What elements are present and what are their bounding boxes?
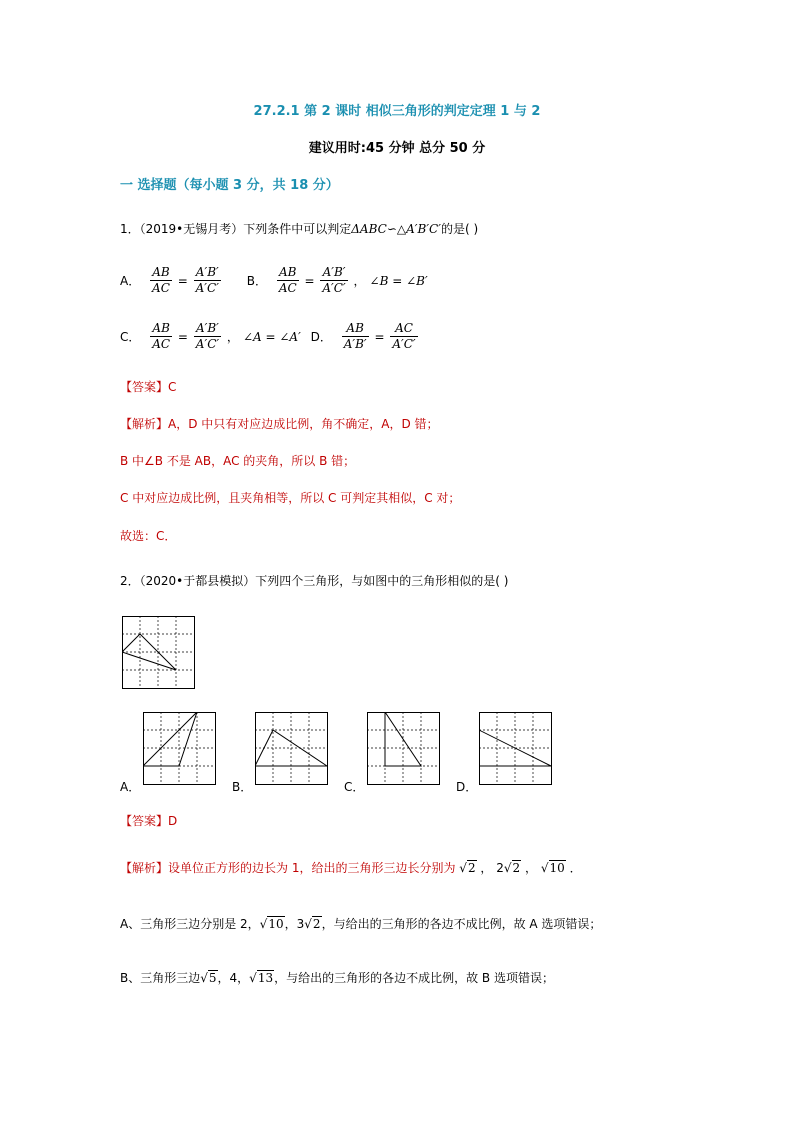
- q1-options-ab: A． $\frac{AB}{AC}$ = $\frac{A'B'}{A'C'}$ B． $\frac{AB}{AC}$ = $\frac{A'B'}{A'C'}$ ， ∠B = ∠B′: [120, 265, 428, 295]
- q1-option-d-label: D．: [310, 330, 332, 344]
- q1-stem-suffix: 的是( ): [440, 222, 479, 236]
- q1-option-a-label: A．: [120, 274, 141, 288]
- q1-option-a-frac2: $\frac{A'B'}{A'C'}$: [195, 265, 219, 295]
- sqrt-10: √10: [540, 861, 565, 875]
- page-subtitle: 建议用时:45 分钟 总分 50 分: [308, 141, 486, 156]
- q1-option-a-frac1: $\frac{AB}{AC}$: [152, 265, 170, 295]
- q1-option-b-label: B．: [246, 274, 267, 288]
- q1-explanation-4: 故选：C．: [120, 529, 177, 543]
- q2-option-c-label[interactable]: C．: [344, 780, 365, 794]
- sqrt-2-b: √2: [503, 861, 521, 875]
- q1-option-d-frac2: $\frac{AC}{A'C'}$: [392, 321, 416, 351]
- q2-reference-figure: [122, 616, 195, 689]
- q1-stem-math: ΔABC∽△A′B′C′: [351, 222, 441, 236]
- q1-option-b-angle: ∠B = ∠B′: [369, 273, 428, 288]
- q1-option-b-frac2: $\frac{A'B'}{A'C'}$: [322, 265, 346, 295]
- sqrt-2-a: √2: [459, 861, 476, 875]
- q1-option-c-angle: ∠A = ∠A′: [242, 329, 301, 344]
- q1-answer: 【答案】C: [120, 380, 177, 394]
- q2-option-d-figure[interactable]: [479, 712, 552, 785]
- q2-explanation-a: A、三角形三边分别是 2，√10，3√2，与给出的三角形的各边不成比例，故 A 选项错误；: [120, 917, 602, 931]
- q1-explanation-1: 【解析】A，D 中只有对应边成比例，角不确定，A，D 错；: [120, 417, 439, 431]
- q2-option-a-figure[interactable]: [143, 712, 216, 785]
- q2-option-b-label[interactable]: B．: [232, 780, 253, 794]
- q1-stem-prefix: 1．（2019•无锡月考）下列条件中可以判定: [120, 222, 352, 236]
- q2-answer: 【答案】D: [120, 814, 178, 828]
- q2-option-a-label[interactable]: A．: [120, 780, 141, 794]
- q1-explanation-2: B 中∠B 不是 AB，AC 的夹角，所以 B 错；: [120, 454, 356, 468]
- section-heading: 一 选择题（每小题 3 分，共 18 分）: [120, 178, 339, 193]
- q2-explanation-1: 【解析】设单位正方形的边长为 1，给出的三角形三边长分别为 √2 ， 2√2 ， √10 ．: [120, 861, 582, 875]
- q1-option-b-frac1: $\frac{AB}{AC}$: [278, 265, 297, 295]
- q1-option-d-frac1: $\frac{AB}{A'B'}$: [343, 321, 367, 351]
- q1-option-c-label: C．: [120, 330, 141, 344]
- page-title: 27.2.1 第 2 课时 相似三角形的判定定理 1 与 2: [253, 104, 541, 119]
- q2-option-c-figure[interactable]: [367, 712, 440, 785]
- q1-explanation-3: C 中对应边成比例，且夹角相等，所以 C 可判定其相似，C 对；: [120, 491, 461, 505]
- q1-options-cd: C． $\frac{AB}{AC}$ = $\frac{A'B'}{A'C'}$ ， ∠A = ∠A′ D． $\frac{AB}{A'B'}$ = $\frac{AC}{A'C'}$: [120, 321, 416, 351]
- q1-option-c-frac2: $\frac{A'B'}{A'C'}$: [195, 321, 220, 351]
- q2-stem: 2．（2020•于都县模拟）下列四个三角形，与如图中的三角形相似的是( ): [120, 574, 509, 588]
- q2-option-a-triangle: [143, 712, 197, 766]
- q2-option-d-label[interactable]: D．: [456, 780, 478, 794]
- q2-explanation-b: B、三角形三边√5，4，√13，与给出的三角形的各边不成比例，故 B 选项错误；: [120, 971, 554, 985]
- q1-option-c-frac1: $\frac{AB}{AC}$: [152, 321, 171, 351]
- q2-option-b-figure[interactable]: [255, 712, 328, 785]
- q1-stem: [120, 220, 478, 237]
